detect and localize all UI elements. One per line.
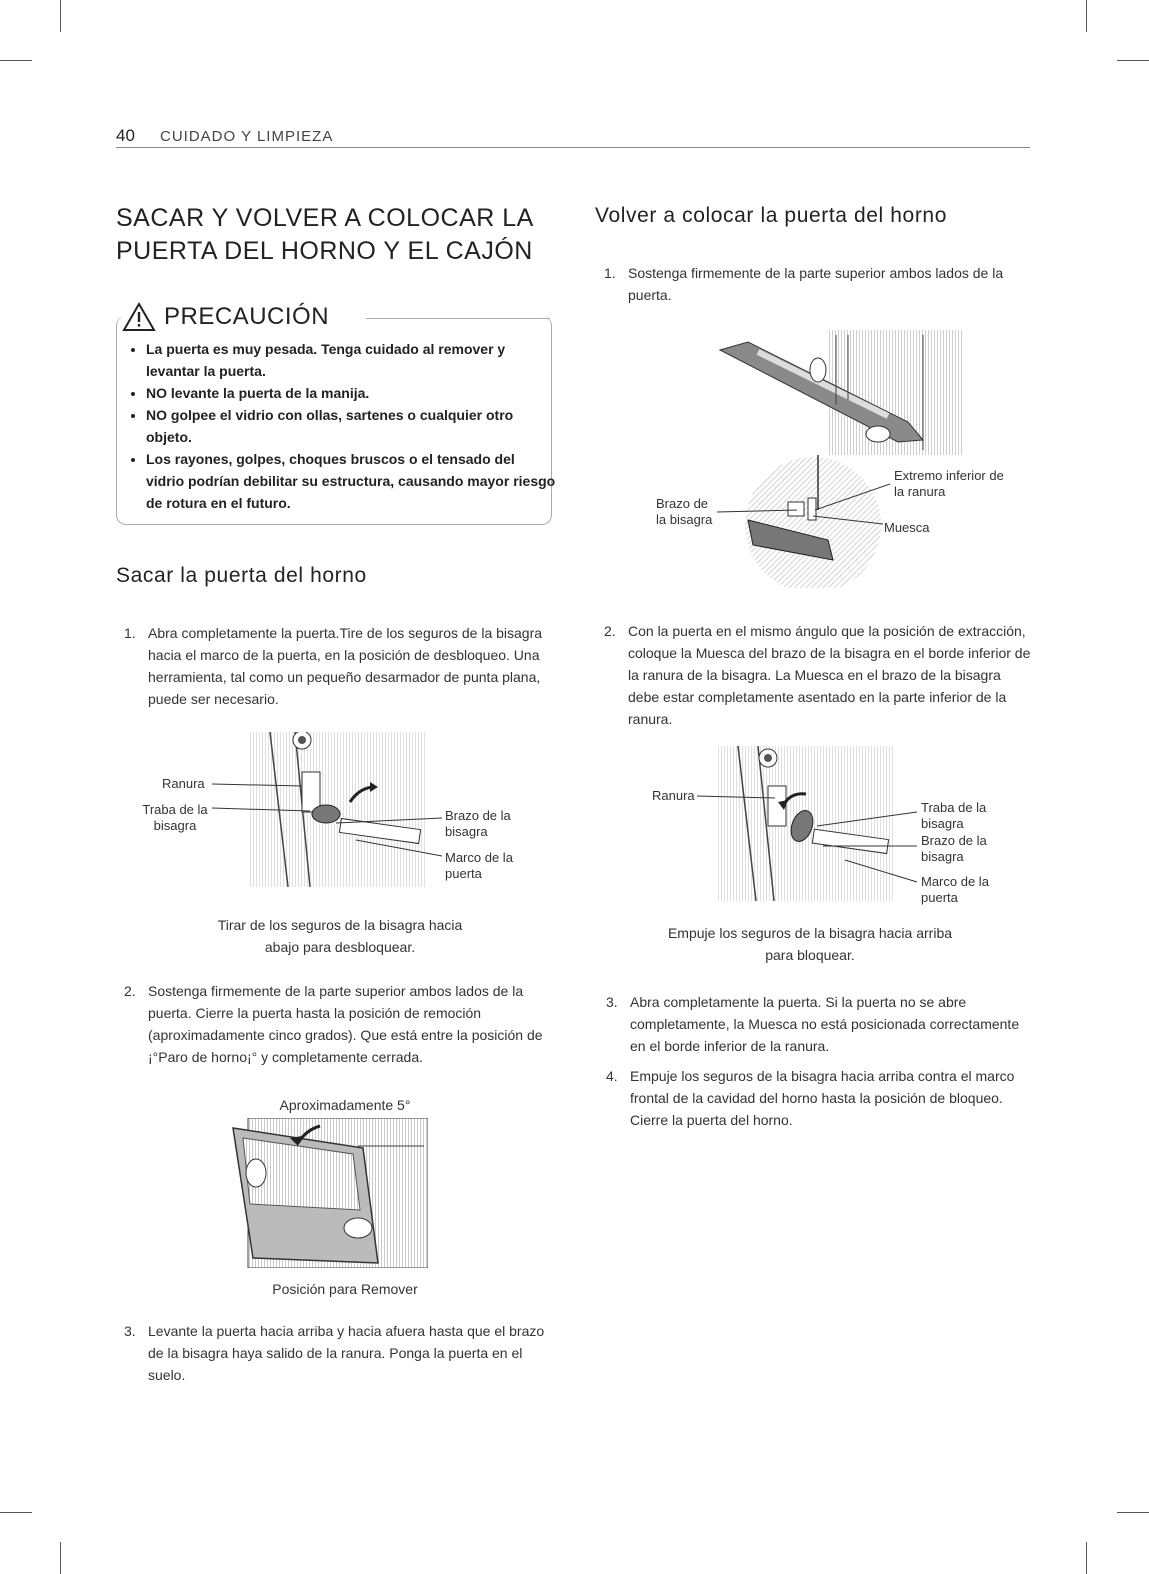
door-reinstall-drawing (718, 330, 963, 588)
page-title-line1: SACAR Y VOLVER A COLOCAR LA (116, 204, 534, 232)
replace-step-4-text: Empuje los seguros de la bisagra hacia arriba contra el marco frontal de la cavidad del horno hasta la posición de bloqueo. Cierre la puerta del horno. (630, 1068, 1015, 1128)
figure-caption-remove: Posición para Remover (272, 1281, 418, 1297)
remove-step-1: 1. Abra completamente la puerta.Tire de los seguros de la bisagra hacia el marco de la puerta, en la posición de desbloqueo. Una herramienta, tal como un pequeño desarmador de punta plana, puede ser necesario. (124, 625, 543, 707)
replace-step-3: 3. Abra completamente la puerta. Si la puerta no se abre completamente, la Muesca no está posicionada correctamente en el borde inferior de la ranura. (606, 994, 1020, 1054)
crop-mark (60, 1542, 61, 1574)
caution-item: • La puerta es muy pesada. Tenga cuidado al remover y levantar la puerta. (146, 338, 556, 382)
caption-lock-line1: Empuje los seguros de la bisagra hacia arriba (667, 925, 953, 941)
crop-mark (1117, 1512, 1149, 1513)
replace-step-list-2 (604, 620, 1034, 730)
caption-unlock-line1: Tirar de los seguros de la bisagra hacia (217, 917, 463, 933)
replace-step-3-text: Abra completamente la puerta. Si la puerta no se abre completamente, la Muesca no está posicionada correctamente en el borde inferior de la ranura. (630, 994, 1020, 1054)
caution-item: • NO levante la puerta de la manija. (146, 382, 556, 404)
label-marco: Marco de la puerta (445, 850, 513, 881)
caution-top-rule (366, 318, 550, 319)
remove-step-2-text: Sostenga firmemente de la parte superior ambos lados de la puerta. Cierre la puerta hasta la posición de remoción (aproximadamente cinco grados). Que está entre la posición de ¡°Paro de horno¡° y completamente cerrada. (148, 983, 543, 1065)
figure-caption-lock (640, 922, 980, 966)
section-title: CUIDADO Y LIMPIEZA (160, 128, 334, 145)
label-brazo-2: Brazo de la bisagra (921, 833, 987, 864)
crop-mark (60, 0, 61, 32)
remove-step-2: 2. Sostenga firmemente de la parte superior ambos lados de la puerta. Cierre la puerta hasta la posición de remoción (aproximadamente cinco grados). Que está entre la posición de ¡°Paro de horno¡° y completamente cerrada. (124, 983, 543, 1065)
crop-mark (1086, 0, 1087, 32)
remove-step-list-2 (124, 980, 554, 1068)
page-title-line2: PUERTA DEL HORNO Y EL CAJÓN (116, 237, 533, 265)
label-ranura: Ranura (162, 776, 205, 791)
replace-step-list-3 (606, 991, 1026, 1131)
page-title (116, 202, 576, 268)
replace-step-4: 4. Empuje los seguros de la bisagra hacia arriba contra el marco frontal de la cavidad del horno hasta la posición de bloqueo. Cierre la puerta del horno. (606, 1068, 1015, 1128)
crop-mark (1086, 1542, 1087, 1574)
replace-step-1-text: Sostenga firmemente de la parte superior ambos lados de la puerta. (628, 265, 1004, 303)
label-traba-2: Traba de la bisagra (921, 800, 987, 831)
page-number: 40 (116, 126, 135, 145)
caution-list (130, 338, 556, 514)
label-traba: Traba de la bisagra (142, 802, 208, 833)
crop-mark (1117, 60, 1149, 61)
replace-step-2: 2. Con la puerta en el mismo ángulo que la posición de extracción, coloque la Muesca del brazo de la bisagra en el borde inferior de la ranura de la bisagra. La Muesca en el brazo de la bisagra debe estar completamente asentado en la parte inferior de la ranura. (604, 623, 1031, 727)
door-reinstall-illustration (718, 330, 963, 588)
figure-top-label: Aproximadamente 5° (279, 1097, 411, 1113)
hinge-lock-leaders (695, 790, 925, 890)
label-ranura-2: Ranura (652, 788, 695, 803)
replace-step-list-1 (604, 262, 1034, 306)
caution-title: PRECAUCIÓN (164, 303, 330, 330)
label-muesca: Muesca (884, 520, 930, 535)
reinstall-leaders (715, 480, 895, 540)
crop-mark (0, 60, 32, 61)
door-angle-illustration (228, 1118, 428, 1268)
door-angle-drawing (228, 1118, 428, 1268)
label-brazo-de-la-bisagra: Brazo de la bisagra (656, 496, 713, 527)
caution-header (122, 302, 335, 332)
replace-step-1: 1. Sostenga firmemente de la parte superior ambos lados de la puerta. (604, 265, 1004, 303)
remove-heading: Sacar la puerta del horno (116, 564, 367, 587)
remove-step-3-text: Levante la puerta hacia arriba y hacia afuera hasta que el brazo de la bisagra haya salido de la ranura. Ponga la puerta en el suelo. (148, 1323, 545, 1383)
crop-mark (0, 1512, 32, 1513)
caution-item: • NO golpee el vidrio con ollas, sartenes o cualquier otro objeto. (146, 404, 556, 448)
replace-heading: Volver a colocar la puerta del horno (595, 204, 947, 227)
figure-caption-unlock (180, 914, 500, 958)
label-marco-2: Marco de la puerta (921, 874, 989, 905)
replace-step-2-text: Con la puerta en el mismo ángulo que la posición de extracción, coloque la Muesca del brazo de la bisagra en el borde inferior de la ranura de la bisagra. La Muesca en el brazo de la bisagra debe estar completamente asentado en la parte inferior de la ranura. (628, 623, 1031, 727)
label-extremo: Extremo inferior de la ranura (894, 468, 1004, 499)
caption-lock-line2: para bloquear. (765, 947, 855, 963)
header-rule (116, 147, 1030, 148)
remove-step-list-1 (124, 622, 554, 710)
remove-step-3: 3. Levante la puerta hacia arriba y hacia afuera hasta que el brazo de la bisagra haya salido de la ranura. Ponga la puerta en el suelo. (124, 1323, 545, 1383)
remove-step-list-3 (124, 1320, 554, 1386)
warning-icon (122, 302, 156, 332)
hinge-unlock-leaders (210, 778, 460, 878)
caution-item: • Los rayones, golpes, choques bruscos o el tensado del vidrio podrían debilitar su estructura, causando mayor riesgo de rotura en el futuro. (146, 448, 556, 514)
remove-step-1-text: Abra completamente la puerta.Tire de los seguros de la bisagra hacia el marco de la puerta, en la posición de desbloqueo. Una herramienta, tal como un pequeño desarmador de punta plana, puede ser necesario. (148, 625, 543, 707)
caption-unlock-line2: abajo para desbloquear. (264, 939, 416, 955)
label-brazo: Brazo de la bisagra (445, 808, 511, 839)
